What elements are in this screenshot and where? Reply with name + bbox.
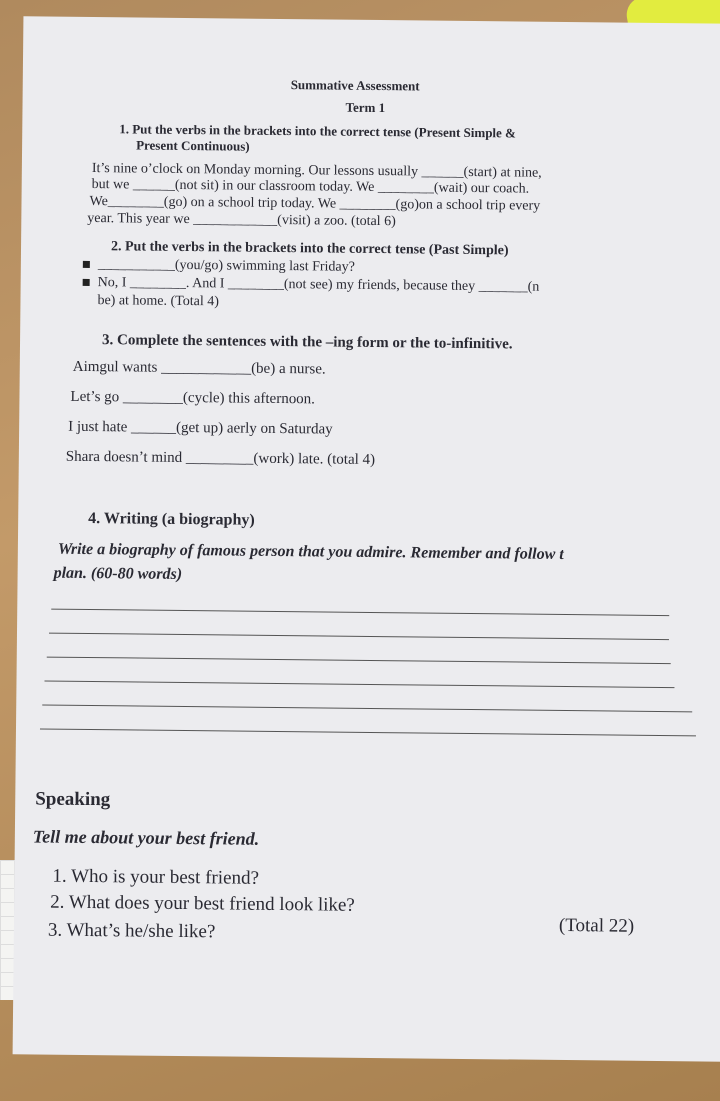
task2-line-text: ___________(you/go) swimming last Friday? [97, 257, 355, 275]
bullet-icon [83, 261, 90, 268]
worksheet [13, 16, 720, 1061]
task3-line: I just hate ______(get up) aerly on Saturday [68, 418, 333, 438]
task1-heading-cont: Present Continuous) [136, 137, 250, 154]
task4-instruction-cont: plan. (60-80 words) [53, 564, 183, 583]
task2-line [83, 275, 540, 296]
document-title: Summative Assessment [290, 77, 420, 94]
task3-line: Let’s go ________(cycle) this afternoon. [70, 388, 316, 408]
task1-heading: 1. Put the verbs in the brackets into the correct tense (Present Simple & [119, 121, 517, 141]
task2-line: be) at home. (Total 4) [97, 293, 220, 310]
total-score: (Total 22) [558, 914, 635, 937]
task2-line [83, 257, 355, 276]
task1-line: year. This year we ____________(visit) a zoo. (total 6) [87, 210, 396, 230]
bullet-icon [83, 279, 90, 286]
task3-line: Aimgul wants ____________(be) a nurse. [72, 358, 326, 378]
task4-instruction: Write a biography of famous person that you admire. Remember and follow t [57, 540, 564, 563]
speaking-prompt: Tell me about your best friend. [32, 826, 260, 849]
speaking-question: 1. Who is your best friend? [52, 865, 260, 889]
task2-heading: 2. Put the verbs in the brackets into the correct tense (Past Simple) [110, 239, 509, 259]
task3-heading: 3. Complete the sentences with the –ing form or the to-infinitive. [101, 332, 513, 353]
task1-line: It’s nine o’clock on Monday morning. Our lessons usually ______(start) at nine, [91, 161, 542, 181]
speaking-heading: Speaking [35, 788, 111, 811]
task4-heading: 4. Writing (a biography) [88, 510, 255, 529]
task1-line: We________(go) on a school trip today. We ________(go)on a school trip every [89, 194, 541, 214]
writing-line [42, 705, 692, 713]
task3-line: Shara doesn’t mind _________(work) late. (total 4) [65, 448, 376, 469]
task2-line-text: No, I ________. And I ________(not see) my friends, because they _______(n [97, 275, 540, 295]
writing-line [47, 657, 671, 665]
writing-line [44, 681, 674, 689]
speaking-question: 2. What does your best friend look like? [50, 891, 355, 916]
writing-line [51, 609, 669, 616]
writing-line [49, 633, 669, 640]
speaking-question: 3. What’s he/she like? [47, 919, 216, 943]
writing-line [40, 729, 696, 737]
task1-line: but we ______(not sit) in our classroom today. We ________(wait) our coach. [91, 177, 530, 197]
document-term: Term 1 [345, 99, 386, 116]
